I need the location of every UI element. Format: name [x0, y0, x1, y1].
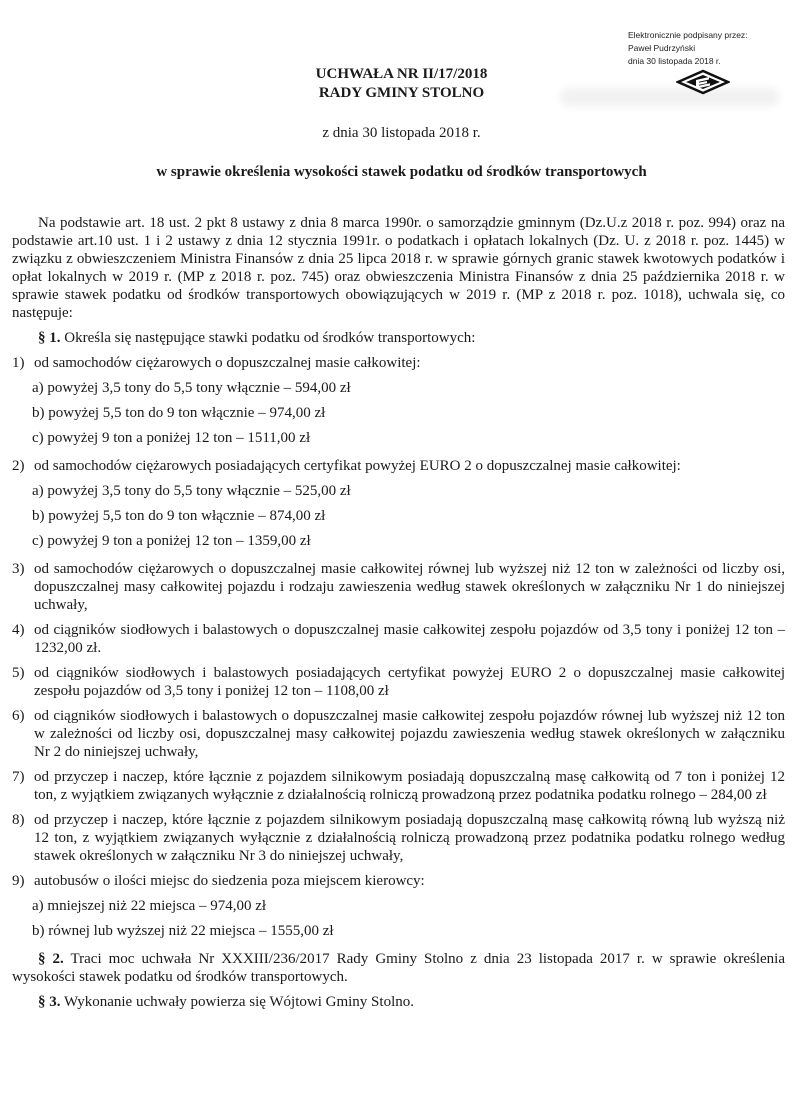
list-item-number: 1) [12, 355, 25, 371]
section-3 [12, 993, 785, 1011]
sub-item: a) mniejszej niż 22 miejsca – 974,00 zł [32, 898, 267, 914]
list-item [12, 457, 785, 475]
list-item [12, 811, 785, 865]
sub-item: b) powyżej 5,5 ton do 9 ton włącznie – 974,00 zł [32, 405, 326, 421]
section-2-text: Traci moc uchwała Nr XXXIII/236/2017 Rady Gminy Stolno z dnia 23 listopada 2017 r. w sprawie określenia wysokości stawek podatku od środków transportowych. [12, 951, 785, 985]
list-item-number: 7) [12, 769, 25, 785]
section-2-label: § 2. [38, 951, 64, 967]
resolution-subject: w sprawie określenia wysokości stawek podatku od środków transportowych [156, 164, 647, 180]
list-item-number: 6) [12, 708, 25, 724]
sub-item: b) równej lub wyższej niż 22 miejsca – 1555,00 zł [32, 923, 334, 939]
section-1-label: § 1. [38, 330, 61, 346]
list-item-text: autobusów o ilości miejsc do siedzenia poza miejscem kierowcy: [34, 873, 425, 889]
list-item-text: od ciągników siodłowych i balastowych o dopuszczalnej masie całkowitej zespołu pojazdów równej lub wyższej niż 12 ton w zależności od liczby osi, dopuszczalnej masy całkowitej pojazdu zawieszenia według stawek określonych w załączniku Nr 2 do niniejszej uchwały, [34, 708, 785, 760]
list-item-number: 2) [12, 458, 25, 474]
resolution-title: UCHWAŁA NR II/17/2018 [315, 66, 488, 82]
list-item-number: 9) [12, 873, 25, 889]
resolution-date: z dnia 30 listopada 2018 r. [322, 125, 481, 141]
list-item-number: 8) [12, 812, 25, 828]
electronic-signature-block [628, 29, 793, 68]
list-item [12, 768, 785, 804]
section-3-label: § 3. [38, 994, 61, 1010]
signature-line-1: Elektronicznie podpisany przez: [628, 30, 748, 40]
section-1 [12, 329, 785, 347]
section-3-text: Wykonanie uchwały powierza się Wójtowi Gminy Stolno. [60, 994, 414, 1010]
list-item-number: 3) [12, 561, 25, 577]
list-item-text: od przyczep i naczep, które łącznie z pojazdem silnikowym posiadają dopuszczalną masę całkowitą od 7 ton i poniżej 12 ton, z wyjątkiem związanych wyłącznie z działalnością rolniczą prowadzoną przez podatnika podatku rolnego – 284,00 zł [34, 769, 785, 803]
sub-item: a) powyżej 3,5 tony do 5,5 tony włącznie – 594,00 zł [32, 380, 351, 396]
list-item-text: od ciągników siodłowych i balastowych posiadających certyfikat powyżej EURO 2 o dopuszczalnej masie całkowitej zespołu pojazdów od 3,5 tony i poniżej 12 ton – 1108,00 zł [34, 665, 785, 699]
list-item [12, 354, 785, 372]
list-item [12, 872, 785, 890]
sub-item: b) powyżej 5,5 ton do 9 ton włącznie – 874,00 zł [32, 508, 326, 524]
section-2 [12, 950, 785, 986]
legal-basis-paragraph: Na podstawie art. 18 ust. 2 pkt 8 ustawy z dnia 8 marca 1990r. o samorządzie gminnym (Dz.U.z 2018 r. poz. 994) oraz na podstawie art.10 ust. 1 i 2 ustawy z dnia 12 stycznia 1991r. o podatkach i opłatach lokalnych (Dz. U. z 2018 r. poz. 1445) w związku z obwieszczeniem Ministra Finansów z dnia 25 lipca 2018 r. w sprawie górnych granic stawek kwotowych podatków i opłat lokalnych w 2019 r. (MP z 2018 r. poz. 745) oraz obwieszczenia Ministra Finansów z dnia 25 października 2018 r. w sprawie stawek podatku od środków transportowych obowiązujących w 2019 r. (MP z 2018 r. poz. 1018), uchwala się, co następuje: [12, 215, 785, 321]
list-item-number: 4) [12, 622, 25, 638]
section-1-text: Określa się następujące stawki podatku od środków transportowych: [60, 330, 476, 346]
list-item [12, 560, 785, 614]
signature-date: dnia 30 listopada 2018 r. [628, 56, 721, 66]
list-item-number: 5) [12, 665, 25, 681]
signature-signer: Paweł Pudrzyński [628, 43, 696, 53]
list-item-text: od przyczep i naczep, które łącznie z pojazdem silnikowym posiadają dopuszczalną masę całkowitą równą lub wyższą niż 12 ton, z wyjątkiem związanych wyłącznie z działalnością rolniczą prowadzoną przez podatnika podatku rolnego według stawek określonych w załączniku Nr 3 do niniejszej uchwały, [34, 812, 785, 864]
list-item-text: od samochodów ciężarowych o dopuszczalnej masie całkowitej równej lub wyższej niż 12 ton w zależności od liczby osi, dopuszczalnej masy całkowitej pojazdu i rodzaju zawieszenia według stawek określonych w załączniku Nr 1 do niniejszej uchwały, [34, 561, 785, 613]
list-item [12, 621, 785, 657]
list-item-text: od samochodów ciężarowych posiadających certyfikat powyżej EURO 2 o dopuszczalnej masie całkowitej: [34, 458, 681, 474]
list-item [12, 707, 785, 761]
resolution-body [12, 214, 785, 1018]
list-item-text: od samochodów ciężarowych o dopuszczalnej masie całkowitej: [34, 355, 421, 371]
list-item [12, 664, 785, 700]
council-name: RADY GMINY STOLNO [318, 85, 485, 101]
sub-item: a) powyżej 3,5 tony do 5,5 tony włącznie – 525,00 zł [32, 483, 351, 499]
sub-item: c) powyżej 9 ton a poniżej 12 ton – 1359,00 zł [32, 533, 311, 549]
sub-item: c) powyżej 9 ton a poniżej 12 ton – 1511,00 zł [32, 430, 311, 446]
list-item-text: od ciągników siodłowych i balastowych o dopuszczalnej masie całkowitej zespołu pojazdów od 3,5 tony i poniżej 12 ton – 1232,00 zł. [34, 622, 785, 656]
